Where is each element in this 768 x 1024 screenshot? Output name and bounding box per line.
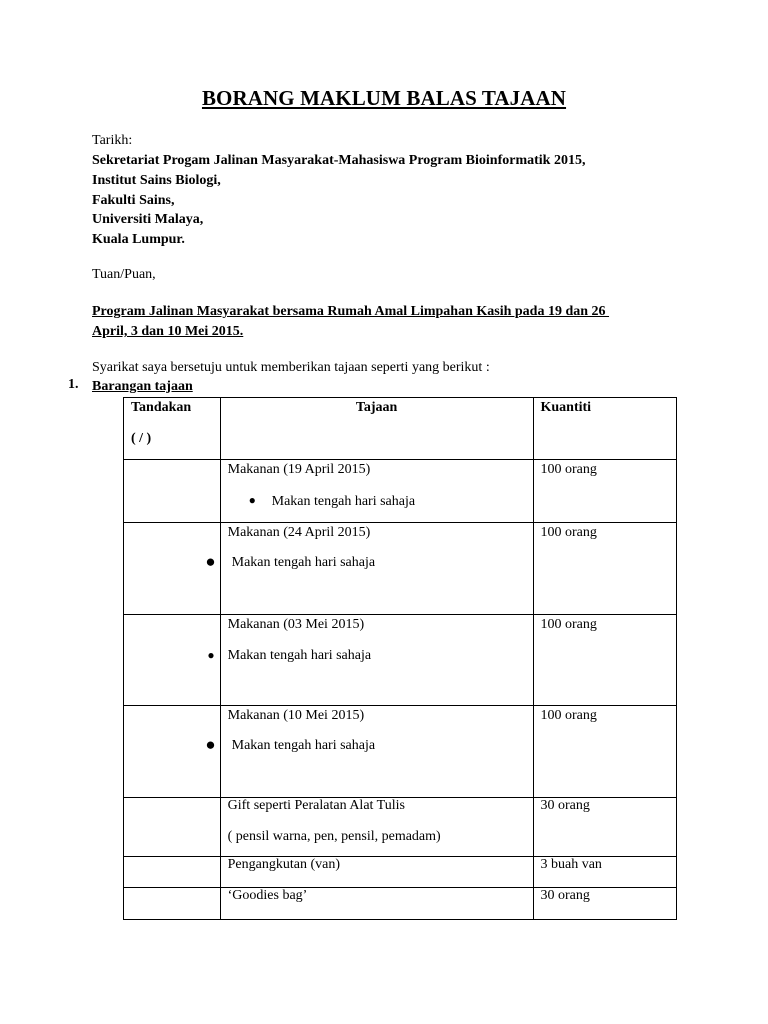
item-cell (220, 460, 533, 523)
bullet-icon: ● (205, 552, 216, 571)
table-header-row (124, 398, 677, 460)
checkbox-cell[interactable] (124, 857, 221, 888)
item-sub: ( pensil warna, pen, pensil, pemadam) (227, 829, 441, 844)
item-cell (220, 888, 533, 920)
qty-value: 100 orang (540, 708, 597, 723)
address-line-3: Fakulti Sains, (92, 193, 175, 208)
qty-value: 100 orang (540, 525, 597, 540)
item-label: Makanan (19 April 2015) (227, 462, 371, 477)
item-cell (220, 857, 533, 888)
subject-line-2: April, 3 dan 10 Mei 2015. (92, 324, 244, 339)
qty-cell (533, 706, 677, 798)
qty-value: 3 buah van (540, 857, 602, 872)
address-line-2: Institut Sains Biologi, (92, 173, 221, 188)
intro-text: Syarikat saya bersetuju untuk memberikan tajaan seperti yang berikut : (92, 360, 490, 375)
header-tandakan: Tandakan (131, 400, 192, 415)
qty-cell (533, 888, 677, 920)
item-label: Makanan (03 Mei 2015) (227, 617, 365, 632)
qty-cell (533, 798, 677, 857)
item-sub: Makan tengah hari sahaja (231, 738, 376, 753)
checkbox-cell[interactable] (124, 798, 221, 857)
item-cell (220, 615, 533, 706)
checkbox-cell[interactable] (124, 888, 221, 920)
header-tandakan-cell (124, 398, 221, 460)
table-row (124, 798, 677, 857)
table-row (124, 523, 677, 615)
item-label: Pengangkutan (van) (227, 857, 340, 872)
item-label: ‘Goodies bag’ (227, 888, 308, 903)
header-tajaan: Tajaan (355, 400, 398, 415)
qty-cell (533, 857, 677, 888)
header-kuantiti: Kuantiti (540, 400, 592, 415)
address-line-4: Universiti Malaya, (92, 212, 204, 227)
table-row (124, 888, 677, 920)
table-row (124, 615, 677, 706)
bullet-icon: ● (248, 493, 256, 507)
qty-cell (533, 523, 677, 615)
table-row (124, 706, 677, 798)
address-line-1: Sekretariat Progam Jalinan Masyarakat-Mahasiswa Program Bioinformatik 2015, (92, 153, 586, 168)
checkbox-cell[interactable] (124, 615, 221, 706)
qty-value: 100 orang (540, 462, 597, 477)
qty-cell (533, 460, 677, 523)
checkbox-cell[interactable] (124, 523, 221, 615)
section-number: 1. (68, 377, 79, 392)
item-label: Makanan (24 April 2015) (227, 525, 371, 540)
qty-value: 30 orang (540, 888, 590, 903)
item-sub: Makan tengah hari sahaja (271, 494, 416, 509)
bullet-icon: ● (207, 648, 215, 662)
qty-value: 30 orang (540, 798, 590, 813)
qty-value: 100 orang (540, 617, 597, 632)
item-cell (220, 706, 533, 798)
sponsorship-table (123, 397, 677, 920)
header-tandakan-mark: ( / ) (131, 431, 152, 446)
bullet-icon: ● (205, 735, 216, 754)
table-row (124, 857, 677, 888)
document-title: BORANG MAKLUM BALAS TAJAAN (201, 86, 567, 110)
subject-line-1: Program Jalinan Masyarakat bersama Rumah Amal Limpahan Kasih pada 19 dan 26 (92, 304, 610, 319)
item-label: Gift seperti Peralatan Alat Tulis (227, 798, 405, 813)
header-tajaan-cell (220, 398, 533, 460)
salutation: Tuan/Puan, (92, 267, 156, 282)
item-cell (220, 523, 533, 615)
tarikh-label: Tarikh: (92, 133, 133, 148)
item-label: Makanan (10 Mei 2015) (227, 708, 365, 723)
item-cell (220, 798, 533, 857)
item-sub: Makan tengah hari sahaja (227, 648, 372, 663)
checkbox-cell[interactable] (124, 460, 221, 523)
table-row (124, 460, 677, 523)
address-line-5: Kuala Lumpur. (92, 232, 185, 247)
section-title: Barangan tajaan (92, 379, 193, 394)
item-sub: Makan tengah hari sahaja (231, 555, 376, 570)
header-kuantiti-cell (533, 398, 677, 460)
qty-cell (533, 615, 677, 706)
checkbox-cell[interactable] (124, 706, 221, 798)
